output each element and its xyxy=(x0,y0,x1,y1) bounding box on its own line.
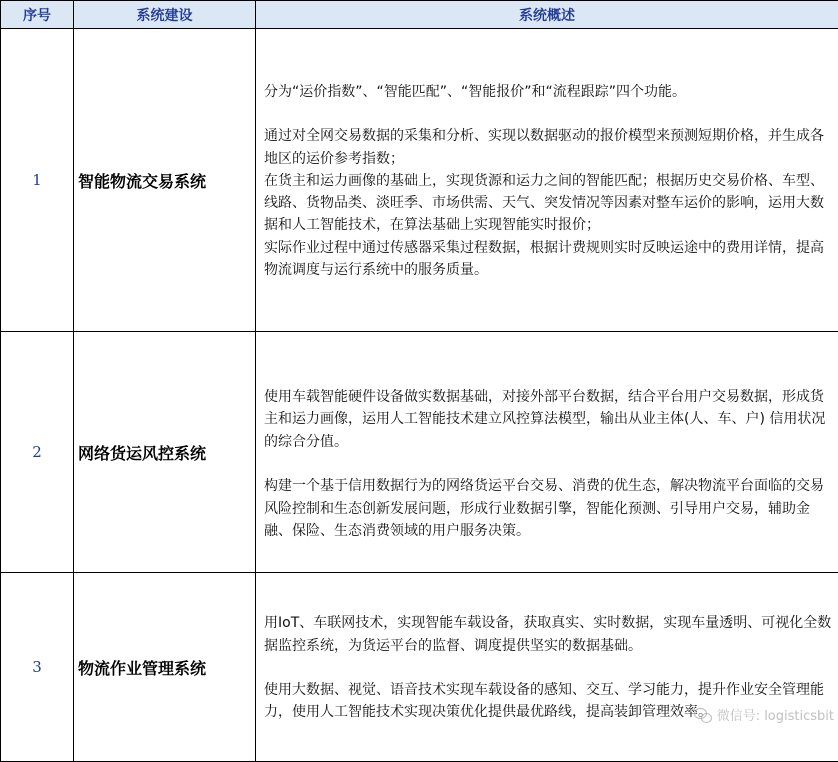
system-name: 智能物流交易系统 xyxy=(74,29,256,332)
system-name: 物流作业管理系统 xyxy=(74,573,256,762)
system-description xyxy=(256,332,838,573)
row-number: 3 xyxy=(1,573,74,762)
header-system: 系统建设 xyxy=(74,1,256,29)
system-description xyxy=(256,29,838,332)
table-row xyxy=(1,573,838,762)
watermark xyxy=(694,705,834,724)
description-paragraph: 通过对全网交易数据的采集和分析、实现以数据驱动的报价模型来预测短期价格，并生成各地区的运价参考指数； xyxy=(264,125,832,170)
description-paragraph: 使用大数据、视觉、语音技术实现车载设备的感知、交互、学习能力，提升作业安全管理能力，使用人工智能技术实现决策优化提供最优路线，提高装卸管理效率。 xyxy=(264,679,832,724)
system-name: 网络货运风控系统 xyxy=(74,332,256,573)
description-paragraph: 使用车载智能硬件设备做实数据基础，对接外部平台数据，结合平台用户交易数据，形成货主和运力画像，运用人工智能技术建立风控算法模型，输出从业主体(人、车、户) 信用状况的综合分值。 xyxy=(264,386,832,453)
description-paragraph: 分为“运价指数”、“智能匹配”、“智能报价”和“流程跟踪”四个功能。 xyxy=(264,81,832,103)
table-row xyxy=(1,29,838,332)
table-header-row xyxy=(1,1,838,29)
table-row xyxy=(1,332,838,573)
description-paragraph: 构建一个基于信用数据行为的网络货运平台交易、消费的优生态，解决物流平台面临的交易风险控制和生态创新发展问题，形成行业数据引擎，智能化预测、引导用户交易，辅助金融、保险、生态消费领域的用户服务决策。 xyxy=(264,475,832,542)
row-number: 2 xyxy=(1,332,74,573)
description-paragraph: 实际作业过程中通过传感器采集过程数据，根据计费规则实时反映运途中的费用详情，提高物流调度与运行系统中的服务质量。 xyxy=(264,237,832,282)
row-number: 1 xyxy=(1,29,74,332)
system-description xyxy=(256,573,838,762)
wechat-icon xyxy=(694,708,714,722)
description-paragraph: 在货主和运力画像的基础上，实现货源和运力之间的智能匹配；根据历史交易价格、车型、线路、货物品类、淡旺季、市场供需、天气、突发情况等因素对整车运价的影响，运用大数据和人工智能技术，在算法基础上实现智能实时报价； xyxy=(264,170,832,237)
header-number: 序号 xyxy=(1,1,74,29)
header-overview: 系统概述 xyxy=(256,1,838,29)
description-paragraph: 用IoT、车联网技术，实现智能车载设备，获取真实、实时数据，实现车量透明、可视化全数据监控系统，为货运平台的监督、调度提供坚实的数据基础。 xyxy=(264,612,832,657)
watermark-text: 微信号: logisticsbit xyxy=(717,705,834,724)
